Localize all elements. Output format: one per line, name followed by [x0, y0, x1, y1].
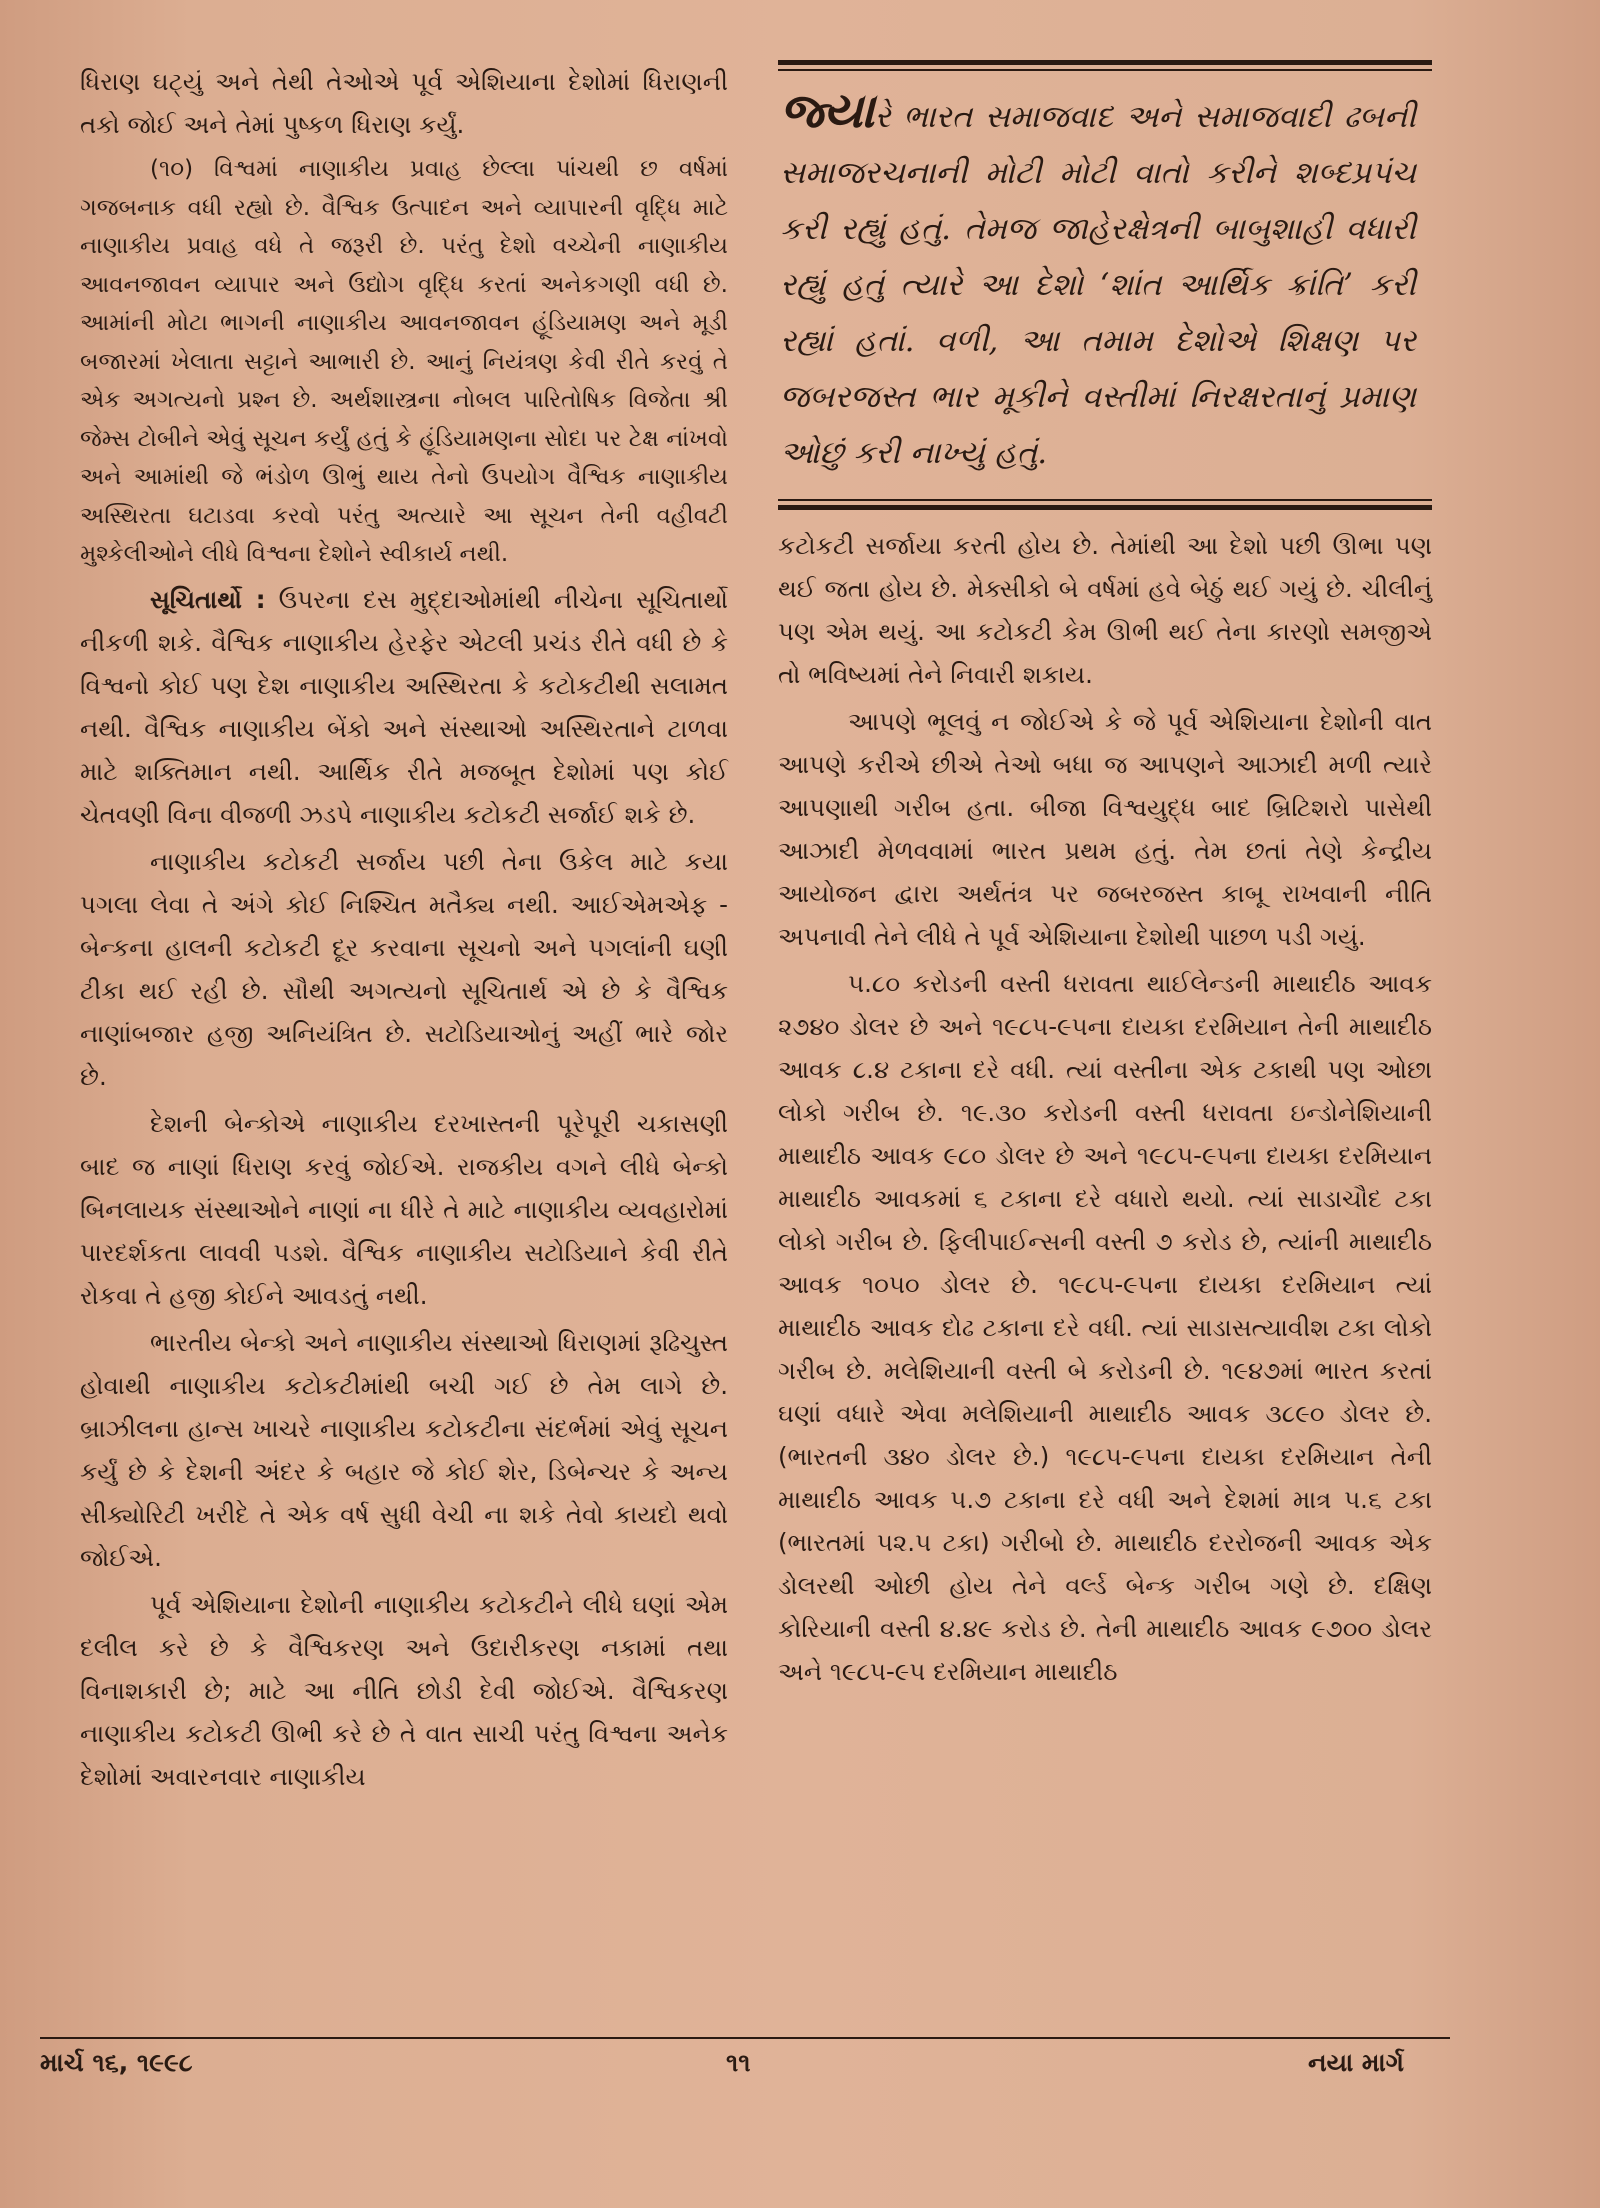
footer-date: માર્ચ ૧૬, ૧૯૯૮	[40, 2048, 193, 2077]
paragraph-east-asia-comparison: આપણે ભૂલવું ન જોઈએ કે જે પૂર્વ એશિયાના દેશોની વાત આપણે કરીએ છીએ તેઓ બધા જ આપણને આઝાદી મળી ત્યારે આપણાથી ગરીબ હતા. બીજા વિશ્વયુદ્ધ બાદ બ્રિટિશરો પાસેથી આઝાદી મેળવવામાં ભારત પ્રથમ હતું. તેમ છતાં તેણે કેન્દ્રીય આયોજન દ્વારા અર્થતંત્ર પર જબરજસ્ત કાબૂ રાખવાની નીતિ અપનાવી તેને લીધે તે પૂર્વ એશિયાના દેશોથી પાછળ પડી ગયું.	[778, 707, 1432, 951]
pull-quote-text	[778, 71, 1432, 495]
pull-quote	[778, 60, 1432, 510]
right-column	[778, 60, 1432, 1693]
implications-body: ઉપરના દસ મુદ્દાઓમાંથી નીચેના સૂચિતાર્થો નીકળી શકે. વૈશ્વિક નાણાકીય હેરફેર એટલી પ્રચંડ રીતે વધી છે કે વિશ્વનો કોઈ પણ દેશ નાણાકીય અસ્થિરતા કે કટોકટીથી સલામત નથી. વૈશ્વિક નાણાકીય બેંકો અને સંસ્થાઓ અસ્થિરતાને ટાળવા માટે શક્તિમાન નથી. આર્થિક રીતે મજબૂત દેશોમાં પણ કોઈ ચેતવણી વિના વીજળી ઝડપે નાણાકીય કટોકટી સર્જાઈ શકે છે.	[80, 584, 728, 829]
paragraph-globalization: પૂર્વ એશિયાના દેશોની નાણાકીય કટોકટીને લીધે ઘણાં એમ દલીલ કરે છે કે વૈશ્વિકરણ અને ઉદારીકરણ નકામાં તથા વિનાશકારી છે; માટે આ નીતિ છોડી દેવી જોઈએ. વૈશ્વિકરણ નાણાકીય કટોકટી ઊભી કરે છે તે વાત સાચી પરંતુ વિશ્વના અનેક દેશોમાં અવારનવાર નાણાકીય	[80, 1589, 728, 1791]
paragraph-point-10: (૧૦) વિશ્વમાં નાણાકીય પ્રવાહ છેલ્લા પાંચથી છ વર્ષમાં ગજબનાક વધી રહ્યો છે. વૈશ્વિક ઉત્પાદન અને વ્યાપારની વૃદ્ધિ માટે નાણાકીય પ્રવાહ વધે તે જરૂરી છે. પરંતુ દેશો વચ્ચેની નાણાકીય આવનજાવન વ્યાપાર અને ઉદ્યોગ વૃદ્ધિ કરતાં અનેકગણી વધી છે. આમાંની મોટા ભાગની નાણાકીય આવનજાવન હૂંડિયામણ અને મૂડી બજારમાં ખેલાતા સટ્ટાને આભારી છે. આનું નિયંત્રણ કેવી રીતે કરવું તે એક અગત્યનો પ્રશ્ન છે. અર્થશાસ્ત્રના નોબલ પારિતોષિક વિજેતા શ્રી જેમ્સ ટોબીને એવું સૂચન કર્યું હતું કે હૂંડિયામણના સોદા પર ટેક્ષ નાંખવો અને આમાંથી જે ભંડોળ ઊભું થાય તેનો ઉપયોગ વૈશ્વિક નાણાકીય અસ્થિરતા ઘટાડવા કરવો પરંતુ અત્યારે આ સૂચન તેની વહીવટી મુશ્કેલીઓને લીધે વિશ્વના દેશોને સ્વીકાર્ય નથી.	[80, 156, 728, 567]
paragraph-crisis-recovery: કટોકટી સર્જાયા કરતી હોય છે. તેમાંથી આ દેશો પછી ઊભા પણ થઈ જતા હોય છે. મેક્સીકો બે વર્ષમાં હવે બેઠું થઈ ગયું છે. ચીલીનું પણ એમ થયું. આ કટોકટી કેમ ઊભી થઈ તેના કારણો સમજીએ તો ભવિષ્યમાં તેને નિવારી શકાય.	[778, 531, 1432, 689]
pull-quote-rule-bottom	[778, 505, 1432, 510]
pull-quote-drop-word: જ્યા	[780, 83, 875, 139]
implications-heading: સૂચિતાર્થો :	[150, 584, 266, 614]
paragraph-indian-banks: ભારતીય બેન્કો અને નાણાકીય સંસ્થાઓ ધિરાણમાં રૂઢિચુસ્ત હોવાથી નાણાકીય કટોકટીમાંથી બચી ગઈ છે તેમ લાગે છે. બ્રાઝીલના હાન્સ ખાચરે નાણાકીય કટોકટીના સંદર્ભમાં એવું સૂચન કર્યું છે કે દેશની અંદર કે બહાર જે કોઈ શેર, ડિબેન્ચર કે અન્ય સીક્યોરિટી ખરીદે તે એક વર્ષ સુધી વેચી ના શકે તેવો કાયદો થવો જોઈએ.	[80, 1327, 728, 1572]
paragraph-implications	[80, 578, 728, 836]
footer-publication: નયા માર્ગ	[1308, 2048, 1404, 2077]
paragraph-bank-scrutiny: દેશની બેન્કોએ નાણાકીય દરખાસ્તની પૂરેપૂરી ચકાસણી બાદ જ નાણાં ધિરાણ કરવું જોઈએ. રાજકીય વગને લીધે બેન્કો બિનલાયક સંસ્થાઓને નાણાં ના ધીરે તે માટે નાણાકીય વ્યવહારોમાં પારદર્શકતા લાવવી પડશે. વૈશ્વિક નાણાકીય સટોડિયાને કેવી રીતે રોકવા તે હજી કોઈને આવડતું નથી.	[80, 1108, 728, 1310]
paragraph-continuation: ધિરાણ ઘટ્યું અને તેથી તેઓએ પૂર્વ એશિયાના દેશોમાં ધિરાણની તકો જોઈ અને તેમાં પુષ્કળ ધિરાણ કર્યું.	[80, 67, 728, 139]
pull-quote-rule-bottom-thin	[778, 499, 1432, 501]
paragraph-crisis-remedy: નાણાકીય કટોકટી સર્જાય પછી તેના ઉકેલ માટે કયા પગલા લેવા તે અંગે કોઈ નિશ્ચિત મતૈક્ય નથી. આઈએમએફ - બેન્કના હાલની કટોકટી દૂર કરવાના સૂચનો અને પગલાંની ઘણી ટીકા થઈ રહી છે. સૌથી અગત્યનો સૂચિતાર્થ એ છે કે વૈશ્વિક નાણાંબજાર હજી અનિયંત્રિત છે. સટોડિયાઓનું અહીં ભારે જોર છે.	[80, 846, 728, 1091]
footer-rule	[40, 2037, 1450, 2039]
paragraph-country-statistics: ૫.૮૦ કરોડની વસ્તી ધરાવતા થાઈલેન્ડની માથાદીઠ આવક ૨૭૪૦ ડોલર છે અને ૧૯૮૫-૯૫ના દાયકા દરમિયાન તેની માથાદીઠ આવક ૮.૪ ટકાના દરે વધી. ત્યાં વસ્તીના એક ટકાથી પણ ઓછા લોકો ગરીબ છે. ૧૯.૩૦ કરોડની વસ્તી ધરાવતા ઇન્ડોનેશિયાની માથાદીઠ આવક ૯૮૦ ડોલર છે અને ૧૯૮૫-૯૫ના દાયકા દરમિયાન માથાદીઠ આવકમાં ૬ ટકાના દરે વધારો થયો. ત્યાં સાડાચૌદ ટકા લોકો ગરીબ છે. ફિલીપાઈન્સની વસ્તી ૭ કરોડ છે, ત્યાંની માથાદીઠ આવક ૧૦૫૦ ડોલર છે. ૧૯૮૫-૯૫ના દાયકા દરમિયાન ત્યાં માથાદીઠ આવક દોઢ ટકાના દરે વધી. ત્યાં સાડાસત્યાવીશ ટકા લોકો ગરીબ છે. મલેશિયાની વસ્તી બે કરોડની છે. ૧૯૪૭માં ભારત કરતાં ઘણાં વધારે એવા મલેશિયાની માથાદીઠ આવક ૩૮૯૦ ડોલર છે. (ભારતની ૩૪૦ ડોલર છે.) ૧૯૮૫-૯૫ના દાયકા દરમિયાન તેની માથાદીઠ આવક ૫.૭ ટકાના દરે વધી અને દેશમાં માત્ર ૫.૬ ટકા (ભારતમાં ૫૨.૫ ટકા) ગરીબો છે. માથાદીઠ દરરોજની આવક એક ડોલરથી ઓછી હોય તેને વર્લ્ડ બેન્ક ગરીબ ગણે છે. દક્ષિણ કોરિયાની વસ્તી ૪.૪૯ કરોડ છે. તેની માથાદીઠ આવક ૯૭૦૦ ડોલર અને ૧૯૮૫-૯૫ દરમિયાન માથાદીઠ	[778, 969, 1432, 1686]
footer-page-number: ૧૧	[726, 2048, 751, 2077]
pull-quote-rule-top	[778, 60, 1432, 65]
left-column	[80, 60, 728, 1798]
pull-quote-body: રે ભારત સમાજવાદ અને સમાજવાદી ઢબની સમાજરચનાની મોટી મોટી વાતો કરીને શબ્દપ્રપંચ કરી રહ્યું હતું. તેમજ જાહેરક્ષેત્રની બાબુશાહી વધારી રહ્યું હતું ત્યારે આ દેશો ‘શાંત આર્થિક ક્રાંતિ’ કરી રહ્યાં હતાં. વળી, આ તમામ દેશોએ શિક્ષણ પર જબરજસ્ત ભાર મૂકીને વસ્તીમાં નિરક્ષરતાનું પ્રમાણ ઓછું કરી નાખ્યું હતું.	[780, 99, 1416, 471]
